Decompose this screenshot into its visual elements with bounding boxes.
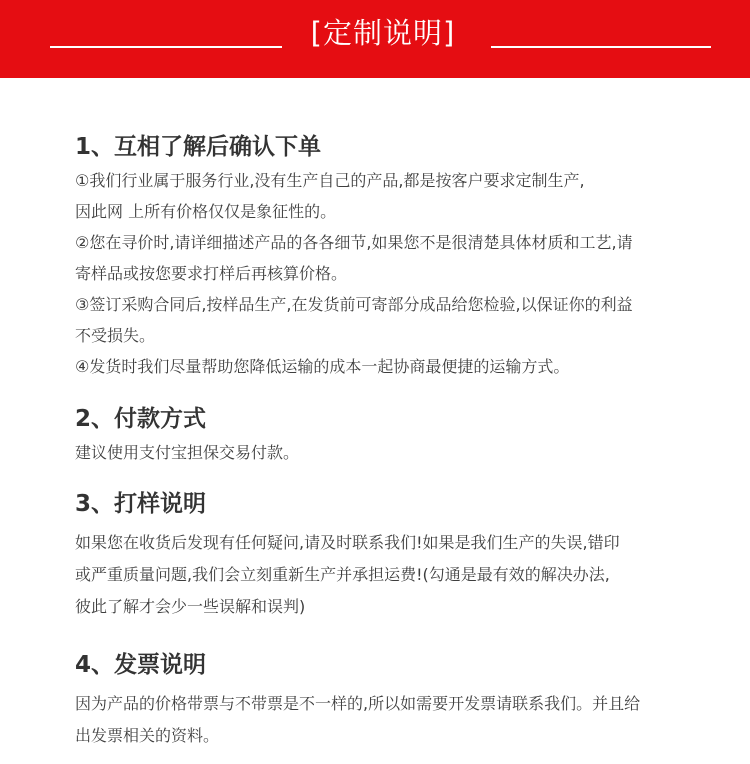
banner-title: [定制说明] bbox=[310, 16, 456, 50]
section-line: 不受损失。 bbox=[75, 326, 156, 345]
section-line: ③签订采购合同后,按样品生产,在发货前可寄部分成品给您检验,以保证你的利益 bbox=[75, 295, 633, 314]
section-line: 因此网 上所有价格仅仅是象征性的。 bbox=[75, 202, 337, 221]
section-heading-sample: 3、打样说明 bbox=[75, 491, 207, 517]
section-heading-payment: 2、付款方式 bbox=[75, 406, 207, 432]
section-line: 或严重质量问题,我们会立刻重新生产并承担运费!(勾通是最有效的解决办法, bbox=[75, 565, 610, 584]
header-banner bbox=[0, 0, 750, 78]
section-line: ④发货时我们尽量帮助您降低运输的成本一起协商最便捷的运输方式。 bbox=[75, 357, 570, 376]
section-line: 建议使用支付宝担保交易付款。 bbox=[75, 443, 300, 462]
section-heading-invoice: 4、发票说明 bbox=[75, 652, 207, 678]
section-line: ②您在寻价时,请详细描述产品的各各细节,如果您不是很清楚具体材质和工艺,请 bbox=[75, 233, 633, 252]
section-line: 寄样品或按您要求打样后再核算价格。 bbox=[75, 264, 348, 283]
banner-divider-right bbox=[491, 46, 711, 48]
section-line: 彼此了解才会少一些误解和误判) bbox=[75, 597, 306, 616]
section-line: 如果您在收货后发现有任何疑问,请及时联系我们!如果是我们生产的失误,错印 bbox=[75, 533, 620, 552]
section-line: ①我们行业属于服务行业,没有生产自己的产品,都是按客户要求定制生产, bbox=[75, 171, 585, 190]
section-line: 出发票相关的资料。 bbox=[75, 726, 220, 745]
banner-divider-left bbox=[50, 46, 282, 48]
section-heading-order: 1、互相了解后确认下单 bbox=[75, 134, 322, 160]
section-line: 因为产品的价格带票与不带票是不一样的,所以如需要开发票请联系我们。并且给 bbox=[75, 694, 641, 713]
